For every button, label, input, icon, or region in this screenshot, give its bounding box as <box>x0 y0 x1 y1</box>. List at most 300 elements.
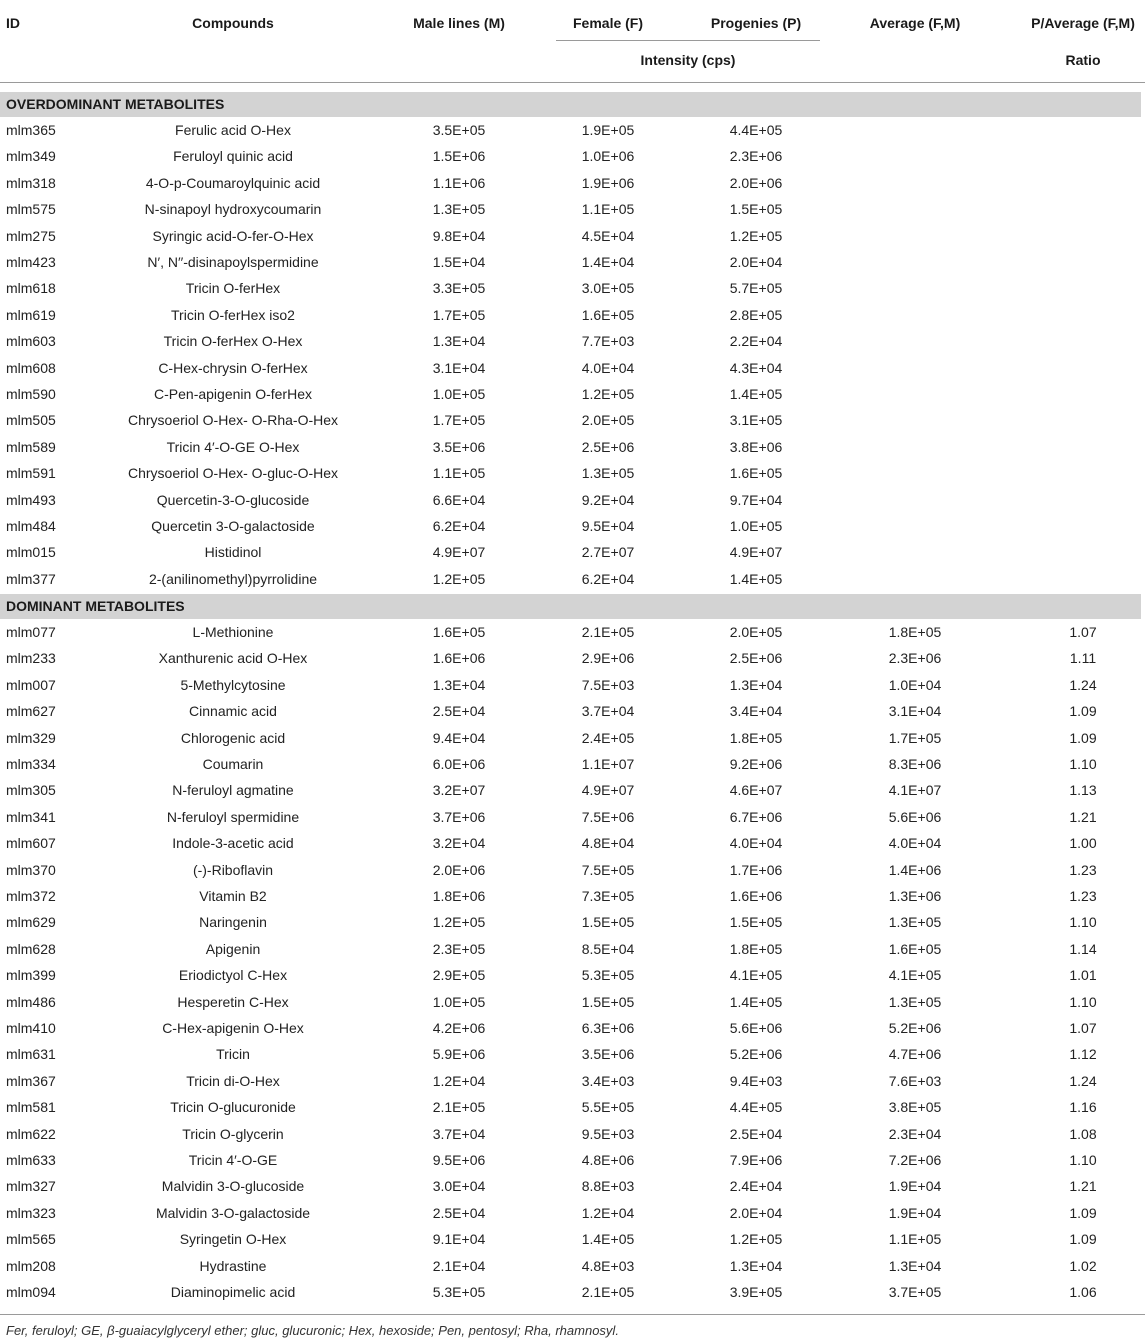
cell-progenies: 2.8E+05 <box>729 306 783 323</box>
cell-ratio: 1.06 <box>1069 1284 1097 1300</box>
cell-female: 6.3E+06 <box>581 1020 635 1036</box>
cell-male: 9.8E+04 <box>432 227 486 244</box>
cell-male: 2.0E+06 <box>432 861 486 878</box>
cell-progenies: 3.9E+05 <box>729 1284 783 1300</box>
cell-ratio: 1.08 <box>1069 1125 1097 1142</box>
cell-progenies: 1.5E+05 <box>729 914 783 931</box>
cell-progenies: 3.4E+04 <box>729 703 783 720</box>
cell-average: 5.6E+06 <box>888 808 942 825</box>
cell-id: mlm323 <box>6 1204 56 1221</box>
cell-male: 1.8E+06 <box>432 888 486 904</box>
cell-compound: Syringetin O-Hex <box>179 1231 287 1248</box>
cell-female: 4.9E+07 <box>581 782 635 799</box>
table-row <box>0 275 1145 301</box>
cell-average: 4.1E+07 <box>888 782 942 799</box>
cell-id: mlm603 <box>6 333 56 350</box>
table-row <box>0 1041 1145 1067</box>
cell-male: 5.9E+06 <box>432 1046 486 1063</box>
cell-average: 7.6E+03 <box>888 1072 942 1089</box>
cell-female: 6.2E+04 <box>581 570 635 587</box>
cell-average: 3.1E+04 <box>888 703 942 720</box>
table-row <box>0 170 1145 196</box>
cell-progenies: 4.4E+05 <box>729 122 783 138</box>
table-row <box>0 698 1145 724</box>
cell-compound: C-Pen-apigenin O-ferHex <box>154 386 312 402</box>
cell-id: mlm618 <box>6 280 56 297</box>
section-header: DOMINANT METABOLITES <box>0 594 1141 619</box>
cell-male: 1.7E+05 <box>432 306 486 323</box>
cell-ratio: 1.10 <box>1069 914 1097 931</box>
cell-female: 2.5E+06 <box>581 438 635 455</box>
cell-male: 1.2E+04 <box>432 1072 486 1089</box>
cell-female: 1.5E+05 <box>581 914 635 931</box>
cell-female: 2.1E+05 <box>581 624 635 640</box>
cell-compound: Malvidin 3-O-galactoside <box>155 1204 311 1221</box>
cell-compound: N-sinapoyl hydroxycoumarin <box>144 201 322 218</box>
cell-average: 8.3E+06 <box>888 756 942 772</box>
cell-progenies: 1.8E+05 <box>729 729 783 746</box>
cell-compound: (-)-Riboflavin <box>192 861 274 878</box>
cell-ratio: 1.09 <box>1069 729 1097 746</box>
cell-female: 4.0E+04 <box>581 359 635 376</box>
table-row <box>0 751 1145 777</box>
cell-progenies: 1.6E+06 <box>729 888 783 904</box>
cell-compound: Cinnamic acid <box>189 703 277 720</box>
cell-male: 6.2E+04 <box>432 518 486 534</box>
cell-compound: Vitamin B2 <box>199 888 267 904</box>
cell-female: 2.1E+05 <box>581 1284 635 1300</box>
cell-compound: N-feruloyl spermidine <box>166 808 300 825</box>
table-row <box>0 989 1145 1015</box>
cell-compound: L-Methionine <box>192 624 274 640</box>
cell-average: 1.4E+06 <box>888 861 942 878</box>
cell-compound: Diaminopimelic acid <box>170 1284 296 1300</box>
cell-compound: Tricin O-glucuronide <box>170 1099 296 1116</box>
cell-compound: Tricin O-ferHex O-Hex <box>163 333 303 350</box>
header-ratio-bottom: Ratio <box>1065 52 1101 68</box>
cell-id: mlm349 <box>6 148 56 165</box>
cell-female: 1.5E+05 <box>581 993 635 1010</box>
cell-compound: C-Hex-chrysin O-ferHex <box>158 359 308 376</box>
table-row <box>0 487 1145 513</box>
cell-id: mlm628 <box>6 940 56 957</box>
cell-compound: Tricin <box>216 1046 250 1063</box>
cell-male: 6.6E+04 <box>432 491 486 508</box>
cell-ratio: 1.24 <box>1069 676 1097 693</box>
cell-female: 2.4E+05 <box>581 729 635 746</box>
table-row <box>0 857 1145 883</box>
cell-compound: Hesperetin C-Hex <box>177 993 289 1010</box>
cell-compound: Tricin di-O-Hex <box>186 1072 280 1089</box>
cell-progenies: 7.9E+06 <box>729 1152 783 1168</box>
cell-id: mlm627 <box>6 703 56 720</box>
cell-ratio: 1.10 <box>1069 756 1097 772</box>
cell-progenies: 1.4E+05 <box>729 570 783 587</box>
cell-male: 1.2E+05 <box>432 570 486 587</box>
cell-male: 3.7E+04 <box>432 1125 486 1142</box>
cell-male: 3.3E+05 <box>432 280 486 297</box>
cell-ratio: 1.12 <box>1069 1046 1097 1063</box>
cell-female: 8.8E+03 <box>581 1178 635 1195</box>
header-compounds: Compounds <box>192 15 274 31</box>
cell-average: 1.8E+05 <box>888 624 942 640</box>
table-row <box>0 1094 1145 1120</box>
cell-ratio: 1.09 <box>1069 703 1097 720</box>
cell-female: 9.2E+04 <box>581 491 635 508</box>
cell-progenies: 2.3E+06 <box>729 148 783 165</box>
cell-id: mlm619 <box>6 306 56 323</box>
cell-progenies: 5.7E+05 <box>729 280 783 297</box>
cell-male: 4.2E+06 <box>432 1020 486 1036</box>
cell-male: 3.0E+04 <box>432 1178 486 1195</box>
cell-average: 1.7E+05 <box>888 729 942 746</box>
cell-progenies: 3.1E+05 <box>729 412 783 429</box>
cell-average: 1.0E+04 <box>888 676 942 693</box>
cell-progenies: 2.5E+04 <box>729 1125 783 1142</box>
cell-female: 1.9E+06 <box>581 174 635 191</box>
cell-female: 4.8E+03 <box>581 1257 635 1274</box>
cell-progenies: 1.6E+05 <box>729 465 783 482</box>
cell-compound: Indole-3-acetic acid <box>172 835 294 852</box>
table-row <box>0 1279 1145 1305</box>
cell-id: mlm607 <box>6 835 56 852</box>
cell-average: 1.9E+04 <box>888 1204 942 1221</box>
table-row <box>0 1121 1145 1147</box>
cell-progenies: 4.6E+07 <box>729 782 783 799</box>
cell-compound: Apigenin <box>205 940 261 957</box>
cell-male: 3.2E+07 <box>432 782 486 799</box>
table-row <box>0 460 1145 486</box>
cell-female: 7.5E+06 <box>581 808 635 825</box>
cell-id: mlm341 <box>6 808 56 825</box>
table-row <box>0 672 1145 698</box>
cell-compound: Malvidin 3-O-glucoside <box>161 1178 305 1195</box>
cell-ratio: 1.16 <box>1069 1099 1097 1116</box>
cell-compound: Tricin O-glycerin <box>182 1125 284 1142</box>
cell-male: 3.7E+06 <box>432 808 486 825</box>
table-row <box>0 936 1145 962</box>
cell-female: 1.4E+05 <box>581 1231 635 1248</box>
cell-compound: Naringenin <box>199 914 267 931</box>
cell-female: 1.2E+04 <box>581 1204 635 1221</box>
cell-id: mlm377 <box>6 570 56 587</box>
table-row <box>0 223 1145 249</box>
cell-id: mlm589 <box>6 438 56 455</box>
cell-progenies: 2.0E+05 <box>729 624 783 640</box>
cell-male: 1.1E+05 <box>432 465 486 482</box>
cell-progenies: 4.1E+05 <box>729 967 783 984</box>
cell-female: 7.5E+05 <box>581 861 635 878</box>
cell-male: 3.5E+06 <box>432 438 486 455</box>
table-row <box>0 830 1145 856</box>
table-row <box>0 804 1145 830</box>
cell-ratio: 1.11 <box>1069 650 1097 667</box>
cell-average: 1.1E+05 <box>888 1231 942 1248</box>
cell-male: 5.3E+05 <box>432 1284 486 1300</box>
table-row <box>0 909 1145 935</box>
cell-ratio: 1.00 <box>1069 835 1097 852</box>
cell-compound: Syringic acid-O-fer-O-Hex <box>152 227 314 244</box>
cell-female: 1.1E+07 <box>581 756 635 772</box>
cell-average: 2.3E+04 <box>888 1125 942 1142</box>
cell-id: mlm318 <box>6 174 56 191</box>
cell-female: 4.8E+06 <box>581 1152 635 1168</box>
cell-compound: Tricin O-ferHex iso2 <box>171 306 295 323</box>
cell-male: 9.1E+04 <box>432 1231 486 1248</box>
cell-female: 7.3E+05 <box>581 888 635 904</box>
table-row <box>0 302 1145 328</box>
cell-id: mlm233 <box>6 650 56 667</box>
cell-compound: Tricin 4′-O-GE <box>188 1152 278 1168</box>
cell-average: 4.7E+06 <box>888 1046 942 1063</box>
cell-progenies: 1.8E+05 <box>729 940 783 957</box>
cell-id: mlm608 <box>6 359 56 376</box>
cell-average: 1.9E+04 <box>888 1178 942 1195</box>
cell-male: 1.6E+05 <box>432 624 486 640</box>
cell-female: 1.6E+05 <box>581 306 635 323</box>
cell-id: mlm633 <box>6 1152 56 1168</box>
table-row <box>0 539 1145 565</box>
cell-male: 3.2E+04 <box>432 835 486 852</box>
cell-id: mlm581 <box>6 1099 56 1116</box>
cell-ratio: 1.14 <box>1069 940 1097 957</box>
cell-id: mlm329 <box>6 729 56 746</box>
cell-compound: N-feruloyl agmatine <box>172 782 294 799</box>
cell-id: mlm410 <box>6 1020 56 1036</box>
cell-progenies: 2.0E+04 <box>729 254 783 270</box>
cell-compound: C-Hex-apigenin O-Hex <box>162 1020 304 1036</box>
cell-progenies: 2.5E+06 <box>729 650 783 667</box>
cell-average: 3.7E+05 <box>888 1284 942 1300</box>
cell-male: 2.5E+04 <box>432 703 486 720</box>
cell-id: mlm365 <box>6 122 56 138</box>
table-row <box>0 645 1145 671</box>
header-intensity: Intensity (cps) <box>640 52 736 68</box>
cell-id: mlm399 <box>6 967 56 984</box>
cell-progenies: 5.6E+06 <box>729 1020 783 1036</box>
cell-id: mlm629 <box>6 914 56 931</box>
cell-progenies: 1.4E+05 <box>729 993 783 1010</box>
table-row <box>0 1226 1145 1252</box>
cell-male: 1.3E+05 <box>432 201 486 218</box>
cell-female: 1.2E+05 <box>581 386 635 402</box>
cell-progenies: 1.0E+05 <box>729 518 783 534</box>
header-progenies: Progenies (P) <box>710 15 802 31</box>
cell-progenies: 1.3E+04 <box>729 1257 783 1274</box>
cell-progenies: 9.2E+06 <box>729 756 783 772</box>
table-row <box>0 196 1145 222</box>
table-row <box>0 513 1145 539</box>
cell-female: 3.4E+03 <box>581 1072 635 1089</box>
cell-average: 5.2E+06 <box>888 1020 942 1036</box>
cell-ratio: 1.02 <box>1069 1257 1097 1274</box>
cell-average: 1.3E+05 <box>888 993 942 1010</box>
cell-compound: Chrysoeriol O-Hex- O-gluc-O-Hex <box>127 465 339 482</box>
cell-ratio: 1.23 <box>1069 888 1097 904</box>
cell-id: mlm367 <box>6 1072 56 1089</box>
cell-male: 2.3E+05 <box>432 940 486 957</box>
header-ratio-top: P/Average (F,M) <box>1031 15 1135 31</box>
cell-id: mlm327 <box>6 1178 56 1195</box>
cell-id: mlm493 <box>6 491 56 508</box>
cell-average: 1.3E+04 <box>888 1257 942 1274</box>
cell-compound: Histidinol <box>204 544 262 561</box>
cell-compound: Xanthurenic acid O-Hex <box>158 650 308 667</box>
cell-compound: Coumarin <box>202 756 264 772</box>
cell-id: mlm370 <box>6 861 56 878</box>
cell-compound: N′, N′′-disinapoylspermidine <box>147 254 319 270</box>
table-row <box>0 777 1145 803</box>
cell-female: 2.0E+05 <box>581 412 635 429</box>
cell-progenies: 2.0E+04 <box>729 1204 783 1221</box>
cell-female: 4.8E+04 <box>581 835 635 852</box>
cell-ratio: 1.07 <box>1069 624 1097 640</box>
cell-compound: Feruloyl quinic acid <box>173 148 293 165</box>
cell-male: 2.1E+04 <box>432 1257 486 1274</box>
cell-male: 2.9E+05 <box>432 967 486 984</box>
cell-id: mlm372 <box>6 888 56 904</box>
cell-ratio: 1.10 <box>1069 1152 1097 1168</box>
cell-progenies: 4.4E+05 <box>729 1099 783 1116</box>
cell-average: 1.3E+06 <box>888 888 942 904</box>
table-row <box>0 355 1145 381</box>
cell-id: mlm334 <box>6 756 56 772</box>
cell-ratio: 1.01 <box>1069 967 1097 984</box>
cell-average: 1.3E+05 <box>888 914 942 931</box>
cell-id: mlm631 <box>6 1046 56 1063</box>
cell-male: 1.5E+06 <box>432 148 486 165</box>
cell-progenies: 4.3E+04 <box>729 359 783 376</box>
cell-id: mlm094 <box>6 1284 56 1300</box>
cell-id: mlm275 <box>6 227 56 244</box>
cell-male: 2.1E+05 <box>432 1099 486 1116</box>
cell-compound: 5-Methylcytosine <box>180 676 286 693</box>
cell-male: 3.5E+05 <box>432 122 486 138</box>
header-id: ID <box>6 15 20 31</box>
table-row <box>0 619 1145 645</box>
cell-id: mlm484 <box>6 518 56 534</box>
table-row <box>0 328 1145 354</box>
cell-compound: Quercetin-3-O-glucoside <box>156 491 310 508</box>
cell-id: mlm305 <box>6 782 56 799</box>
cell-id: mlm565 <box>6 1231 56 1248</box>
cell-compound: Tricin O-ferHex <box>185 280 281 297</box>
header-male-lines: Male lines (M) <box>413 15 505 31</box>
cell-progenies: 1.2E+05 <box>729 227 783 244</box>
cell-female: 1.3E+05 <box>581 465 635 482</box>
cell-female: 3.0E+05 <box>581 280 635 297</box>
cell-ratio: 1.21 <box>1069 1178 1097 1195</box>
cell-female: 5.3E+05 <box>581 967 635 984</box>
cell-progenies: 2.2E+04 <box>729 333 783 350</box>
cell-ratio: 1.24 <box>1069 1072 1097 1089</box>
table-row <box>0 962 1145 988</box>
cell-id: mlm486 <box>6 993 56 1010</box>
cell-female: 1.4E+04 <box>581 254 635 270</box>
cell-id: mlm622 <box>6 1125 56 1142</box>
table-row <box>0 249 1145 275</box>
cell-id: mlm208 <box>6 1257 56 1274</box>
table-row <box>0 883 1145 909</box>
cell-ratio: 1.09 <box>1069 1231 1097 1248</box>
cell-ratio: 1.21 <box>1069 808 1097 825</box>
cell-male: 1.7E+05 <box>432 412 486 429</box>
footnote: Fer, feruloyl; GE, β-guaiacylglyceryl ether; gluc, glucuronic; Hex, hexoside; Pen, pentosyl; Rha, rhamnosyl. <box>6 1323 619 1338</box>
cell-female: 8.5E+04 <box>581 940 635 957</box>
table-row <box>0 725 1145 751</box>
cell-compound: Ferulic acid O-Hex <box>175 122 291 138</box>
cell-id: mlm505 <box>6 412 56 429</box>
cell-progenies: 1.7E+06 <box>729 861 783 878</box>
cell-average: 3.8E+05 <box>888 1099 942 1116</box>
table-row <box>0 1200 1145 1226</box>
cell-female: 9.5E+03 <box>581 1125 635 1142</box>
table-bottom-rule <box>0 1314 1145 1315</box>
cell-ratio: 1.23 <box>1069 861 1097 878</box>
cell-compound: Chlorogenic acid <box>180 729 286 746</box>
cell-female: 1.9E+05 <box>581 122 635 138</box>
cell-progenies: 1.2E+05 <box>729 1231 783 1248</box>
cell-average: 2.3E+06 <box>888 650 942 667</box>
cell-id: mlm590 <box>6 386 56 402</box>
cell-female: 5.5E+05 <box>581 1099 635 1116</box>
cell-male: 1.6E+06 <box>432 650 486 667</box>
table-row <box>0 407 1145 433</box>
cell-male: 4.9E+07 <box>432 544 486 561</box>
header-bottom-rule <box>0 82 1145 83</box>
section-header: OVERDOMINANT METABOLITES <box>0 92 1141 117</box>
cell-id: mlm575 <box>6 201 56 218</box>
cell-progenies: 1.4E+05 <box>729 386 783 402</box>
cell-ratio: 1.07 <box>1069 1020 1097 1036</box>
cell-male: 1.0E+05 <box>432 993 486 1010</box>
table-row <box>0 143 1145 169</box>
cell-male: 9.4E+04 <box>432 729 486 746</box>
cell-male: 3.1E+04 <box>432 359 486 376</box>
cell-male: 1.3E+04 <box>432 333 486 350</box>
cell-progenies: 4.9E+07 <box>729 544 783 561</box>
cell-male: 1.2E+05 <box>432 914 486 931</box>
cell-female: 1.1E+05 <box>581 201 635 218</box>
header-group-rule <box>556 40 820 41</box>
cell-compound: Hydrastine <box>199 1257 267 1274</box>
cell-id: mlm423 <box>6 254 56 270</box>
cell-ratio: 1.10 <box>1069 993 1097 1010</box>
cell-male: 2.5E+04 <box>432 1204 486 1221</box>
cell-female: 4.5E+04 <box>581 227 635 244</box>
cell-compound: Quercetin 3-O-galactoside <box>151 518 315 534</box>
cell-compound: Eriodictyol C-Hex <box>178 967 288 984</box>
cell-average: 4.1E+05 <box>888 967 942 984</box>
table-row <box>0 1173 1145 1199</box>
cell-compound: Chrysoeriol O-Hex- O-Rha-O-Hex <box>127 412 339 429</box>
cell-average: 7.2E+06 <box>888 1152 942 1168</box>
cell-female: 9.5E+04 <box>581 518 635 534</box>
cell-female: 7.5E+03 <box>581 676 635 693</box>
cell-female: 3.5E+06 <box>581 1046 635 1063</box>
cell-progenies: 1.5E+05 <box>729 201 783 218</box>
cell-progenies: 5.2E+06 <box>729 1046 783 1063</box>
table-row <box>0 434 1145 460</box>
table-row <box>0 381 1145 407</box>
cell-female: 7.7E+03 <box>581 333 635 350</box>
cell-progenies: 4.0E+04 <box>729 835 783 852</box>
table-row <box>0 566 1145 592</box>
table-row <box>0 1253 1145 1279</box>
cell-progenies: 3.8E+06 <box>729 438 783 455</box>
table-row <box>0 1068 1145 1094</box>
table-row <box>0 1015 1145 1041</box>
